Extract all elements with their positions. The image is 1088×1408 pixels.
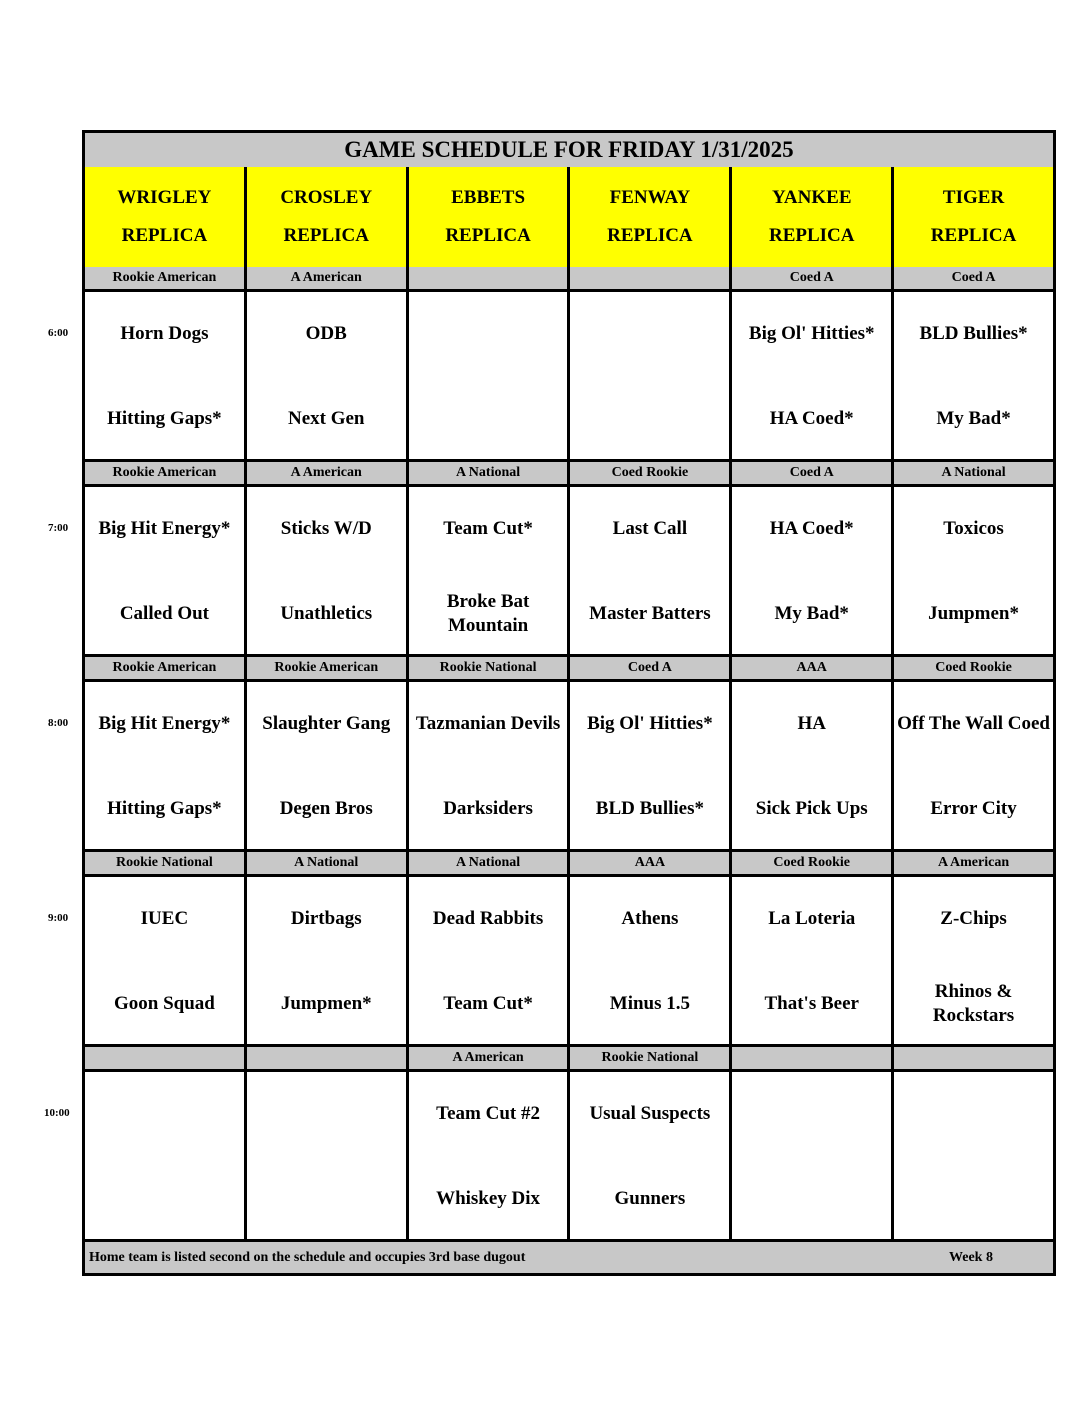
field-name: YANKEE [771,187,852,208]
field-header-wrigley [85,167,247,267]
division-label [894,1047,1053,1069]
time-slot [85,657,1053,852]
division-label: A American [247,267,409,289]
division-label: Coed Rookie [894,657,1053,679]
field-header-crosley [247,167,409,267]
game-cell [570,1072,732,1239]
field-name: FENWAY [609,187,691,208]
away-team: Big Ol' Hitties* [748,323,875,344]
game-cell [570,292,732,459]
away-team: Slaughter Gang [262,713,391,734]
game-row [85,1072,1053,1242]
away-team: Big Ol' Hitties* [587,713,713,734]
game-cell [570,877,732,1044]
game-row [85,682,1053,852]
time-slot [85,462,1053,657]
home-team: Error City [930,798,1017,819]
home-team [572,392,727,446]
field-name: CROSLEY [280,187,373,208]
game-cell [732,682,894,849]
home-team [249,1172,404,1226]
division-label: A National [409,852,571,874]
game-cell [570,682,732,849]
home-team [734,1172,889,1226]
away-team [572,307,727,361]
game-cell [894,877,1053,1044]
away-team: Last Call [612,518,688,539]
division-label: Rookie American [247,657,409,679]
game-row [85,292,1053,462]
game-cell [732,292,894,459]
away-team [734,1087,889,1141]
home-team: That's Beer [764,993,859,1014]
away-team: Big Hit Energy* [98,713,231,734]
game-cell [247,682,409,849]
division-label [247,1047,409,1069]
game-cell [732,487,894,654]
division-label: A American [409,1047,571,1069]
away-team: Sticks W/D [280,518,372,539]
time-slot [85,852,1053,1047]
game-cell [85,487,247,654]
away-team: La Loteria [768,908,856,929]
game-cell [409,487,571,654]
home-team: Minus 1.5 [609,993,691,1014]
away-team [896,1087,1051,1141]
division-label: A National [894,462,1053,484]
game-cell [894,292,1053,459]
footer-note: Home team is listed second on the schedule and occupies 3rd base dugout [89,1249,526,1265]
week-label: Week 8 [949,1249,993,1265]
game-cell [409,877,571,1044]
division-label: Rookie American [85,657,247,679]
game-cell [85,1072,247,1239]
home-team: Degen Bros [279,798,373,819]
away-team: BLD Bullies* [919,323,1028,344]
time-label-6: 6:00 [48,327,69,339]
division-label: Coed A [732,462,894,484]
home-team: Goon Squad [113,993,215,1014]
division-label: Rookie National [85,852,247,874]
away-team: Dirtbags [290,908,362,929]
field-sub: REPLICA [445,225,531,246]
game-cell [894,1072,1053,1239]
away-team [249,1087,404,1141]
division-label: A American [247,462,409,484]
away-team: Toxicos [943,518,1004,539]
game-cell [894,682,1053,849]
home-team: Master Batters [589,603,711,624]
home-team: My Bad* [936,408,1011,429]
division-label: Coed A [732,267,894,289]
division-label [409,267,571,289]
game-cell [894,487,1053,654]
away-team: HA [797,713,826,734]
away-team: Big Hit Energy* [98,518,231,539]
game-cell [85,292,247,459]
field-header-ebbets [409,167,571,267]
field-header-fenway [570,167,732,267]
division-label: Rookie National [409,657,571,679]
time-label-7: 7:00 [48,522,69,534]
division-label: Coed Rookie [570,462,732,484]
home-team [87,1172,242,1226]
home-team: Unathletics [280,603,373,624]
away-team: Tazmanian Devils [415,713,561,734]
division-label: Rookie National [570,1047,732,1069]
division-label [570,267,732,289]
field-sub: REPLICA [121,225,208,246]
field-header-yankee [732,167,894,267]
division-label: Coed A [570,657,732,679]
game-cell [247,292,409,459]
time-slot [85,267,1053,462]
home-team: Rhinos & Rockstars [932,981,1015,1026]
home-team: Whiskey Dix [436,1188,541,1209]
game-cell [570,487,732,654]
home-team: Sick Pick Ups [755,798,868,819]
time-label-8: 8:00 [48,717,69,729]
home-team: HA Coed* [769,408,854,429]
home-team: My Bad* [774,603,849,624]
home-team [896,1172,1051,1226]
time-label-9: 9:00 [48,912,69,924]
game-cell [85,877,247,1044]
away-team: Team Cut* [443,518,533,539]
home-team: Jumpmen* [280,993,372,1014]
division-row [85,462,1053,487]
away-team: ODB [305,323,347,344]
division-label: A National [247,852,409,874]
home-team: Darksiders [443,798,533,819]
time-label-10: 10:00 [44,1107,70,1119]
field-name: TIGER [942,187,1005,208]
away-team [87,1087,242,1141]
field-sub: REPLICA [930,225,1017,246]
field-header-row [85,167,1053,270]
home-team: Jumpmen* [928,603,1019,624]
field-name: WRIGLEY [117,187,212,208]
division-label: AAA [732,657,894,679]
division-label: A American [894,852,1053,874]
away-team: Usual Suspects [589,1103,711,1124]
division-label: AAA [570,852,732,874]
field-sub: REPLICA [768,225,855,246]
game-cell [732,1072,894,1239]
time-slot [85,1047,1053,1242]
division-row [85,1047,1053,1072]
game-cell [409,292,571,459]
home-team: Broke Bat Mountain [446,591,530,636]
away-team: Z-Chips [940,908,1007,929]
game-row [85,487,1053,657]
game-cell [409,682,571,849]
away-team: HA Coed* [769,518,854,539]
away-team: Team Cut #2 [436,1103,540,1124]
game-cell [409,1072,571,1239]
away-team: Off The Wall Coed [897,713,1050,734]
game-row [85,877,1053,1047]
division-row [85,852,1053,877]
home-team: Gunners [614,1188,686,1209]
division-label: Coed Rookie [732,852,894,874]
game-cell [247,877,409,1044]
away-team: Dead Rabbits [432,908,544,929]
away-team [411,307,566,361]
footer-bar [85,1242,1053,1273]
game-cell [247,1072,409,1239]
game-cell [732,877,894,1044]
away-team: Horn Dogs [120,323,209,344]
field-name: EBBETS [451,187,526,208]
field-sub: REPLICA [607,225,693,246]
division-label [732,1047,894,1069]
home-team: Next Gen [287,408,365,429]
division-label: Rookie American [85,462,247,484]
division-label: A National [409,462,571,484]
schedule-table [82,130,1056,1276]
game-cell [247,487,409,654]
home-team: Hitting Gaps* [107,798,222,819]
field-sub: REPLICA [283,225,369,246]
division-row [85,267,1053,292]
away-team: Athens [621,908,679,929]
home-team: Called Out [119,603,210,624]
home-team [411,392,566,446]
division-row [85,657,1053,682]
home-team: BLD Bullies* [595,798,705,819]
home-team: Hitting Gaps* [107,408,222,429]
home-team: Team Cut* [443,993,533,1014]
division-label: Coed A [894,267,1053,289]
schedule-title: GAME SCHEDULE FOR FRIDAY 1/31/2025 [85,133,1053,170]
field-header-tiger [894,167,1053,267]
division-label: Rookie American [85,267,247,289]
game-cell [85,682,247,849]
division-label [85,1047,247,1069]
away-team: IUEC [140,908,189,929]
